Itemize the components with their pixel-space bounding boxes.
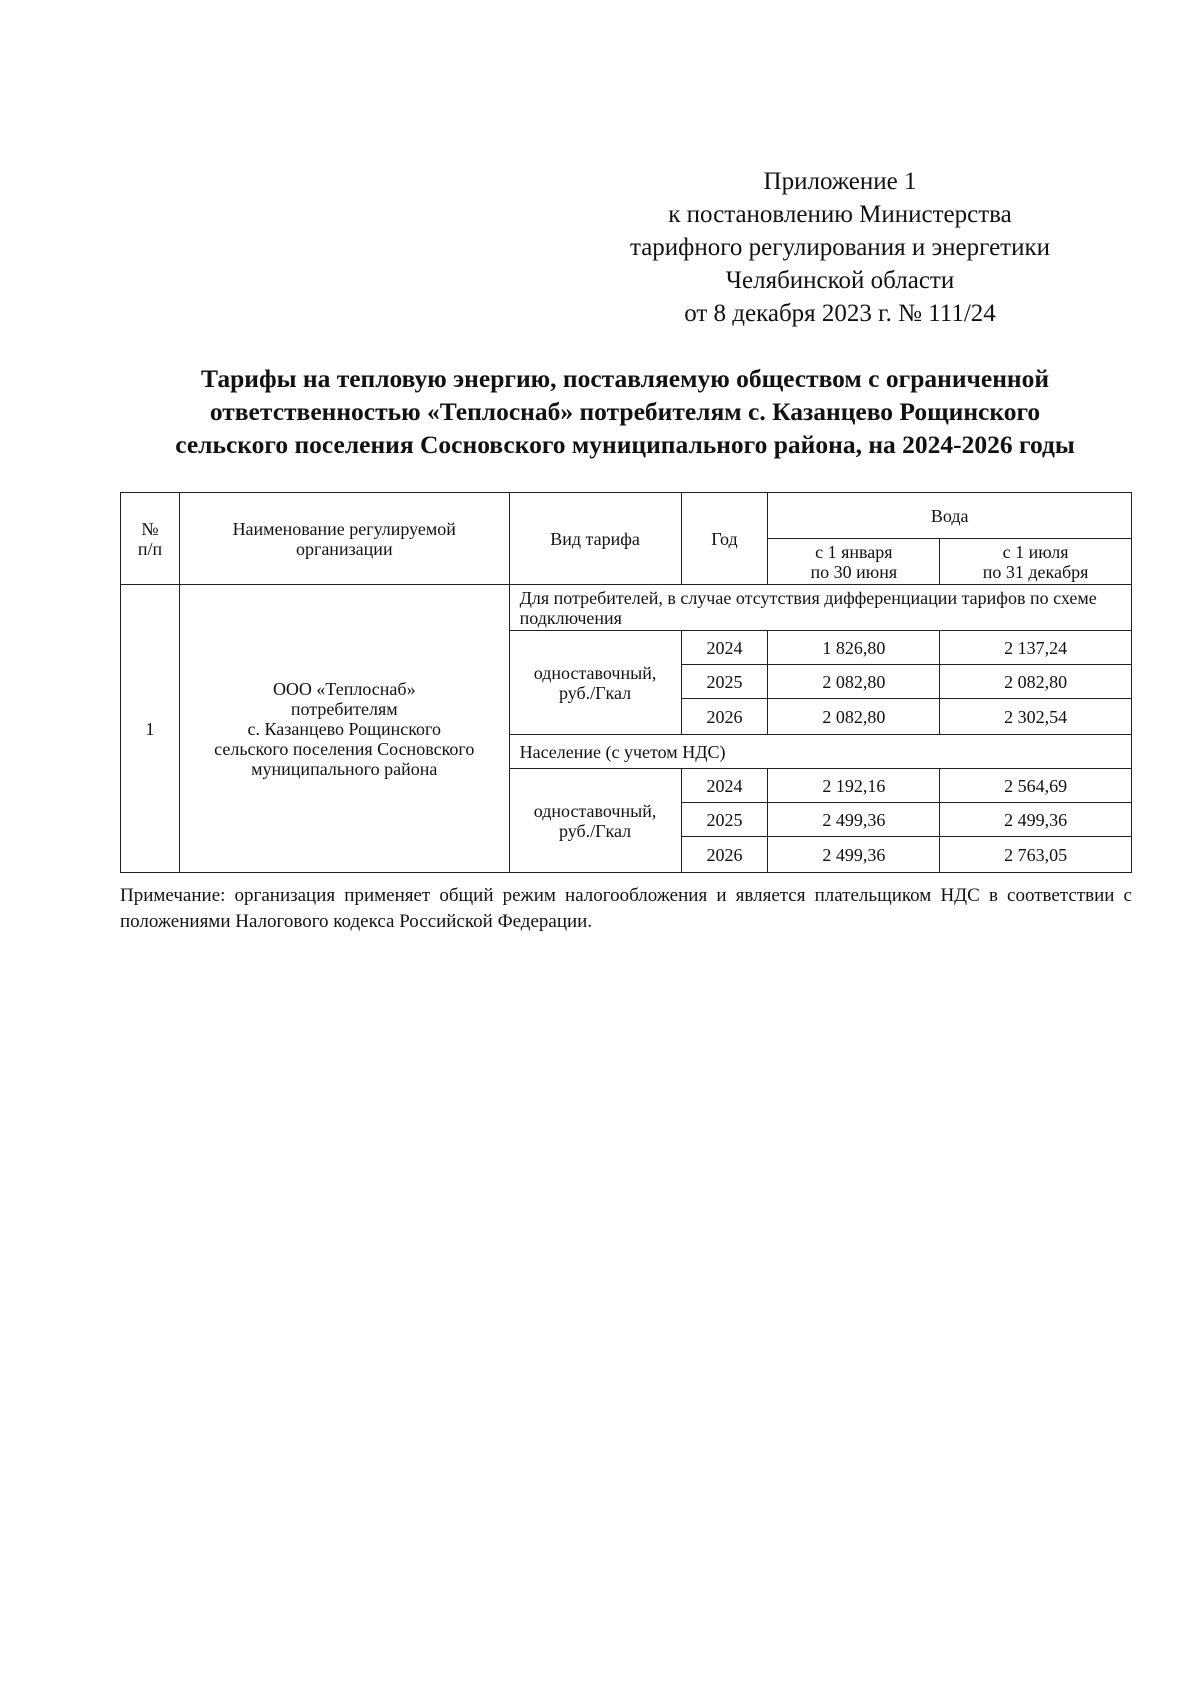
value-cell: 2 082,80 <box>940 665 1132 699</box>
table-header-row <box>121 493 1132 539</box>
header-year: Год <box>681 493 768 585</box>
value-cell: 2 499,36 <box>940 803 1132 837</box>
value-cell: 2 192,16 <box>768 769 940 803</box>
appendix-line: Челябинской области <box>725 267 955 294</box>
title-line: Тарифы на тепловую энергию, поставляемую обществом с ограниченной <box>200 364 1050 393</box>
footnote: Примечание: организация применяет общий режим налогообложения и является плательщиком НДС в соответствии с положениями Налогового кодекса Российской Федерации. <box>120 885 1132 932</box>
appendix-line: Приложение 1 <box>763 168 917 195</box>
value-cell: 1 826,80 <box>768 631 940 665</box>
title-line: сельского поселения Сосновского муниципального района, на 2024-2026 годы <box>175 430 1075 459</box>
document-title <box>120 362 1130 461</box>
title-line: ответственностью «Теплоснаб» потребителям с. Казанцево Рощинского <box>209 397 1041 426</box>
organization-name: ООО «Теплоснаб» потребителям с. Казанцево Рощинского сельского поселения Сосновского муниципального района <box>179 585 509 873</box>
header-number: № п/п <box>121 493 180 585</box>
value-cell: 2 082,80 <box>768 699 940 735</box>
year-cell: 2025 <box>681 665 768 699</box>
value-cell: 2 499,36 <box>768 803 940 837</box>
appendix-line: от 8 декабря 2023 г. № 111/24 <box>684 300 996 327</box>
group-label: Для потребителей, в случае отсутствия дифференциации тарифов по схеме подключения <box>509 585 1131 631</box>
header-tariff-type: Вид тарифа <box>509 493 681 585</box>
year-cell: 2026 <box>681 699 768 735</box>
row-number: 1 <box>121 585 180 873</box>
year-cell: 2025 <box>681 803 768 837</box>
tariff-type: одноставочный, руб./Гкал <box>509 769 681 873</box>
tariff-table <box>120 492 1132 873</box>
value-cell: 2 137,24 <box>940 631 1132 665</box>
value-cell: 2 082,80 <box>768 665 940 699</box>
year-cell: 2024 <box>681 631 768 665</box>
table-row <box>121 585 1132 631</box>
value-cell: 2 499,36 <box>768 837 940 873</box>
year-cell: 2024 <box>681 769 768 803</box>
header-period-2: с 1 июля по 31 декабря <box>940 539 1132 585</box>
year-cell: 2026 <box>681 837 768 873</box>
tariff-type: одноставочный, руб./Гкал <box>509 631 681 735</box>
header-organization: Наименование регулируемой организации <box>179 493 509 585</box>
header-period-1: с 1 января по 30 июня <box>768 539 940 585</box>
header-water: Вода <box>768 493 1132 539</box>
appendix-block <box>590 165 1090 330</box>
value-cell: 2 763,05 <box>940 837 1132 873</box>
value-cell: 2 564,69 <box>940 769 1132 803</box>
appendix-line: тарифного регулирования и энергетики <box>629 234 1051 261</box>
appendix-line: к постановлению Министерства <box>668 201 1012 228</box>
value-cell: 2 302,54 <box>940 699 1132 735</box>
group-label: Население (с учетом НДС) <box>509 735 1131 769</box>
